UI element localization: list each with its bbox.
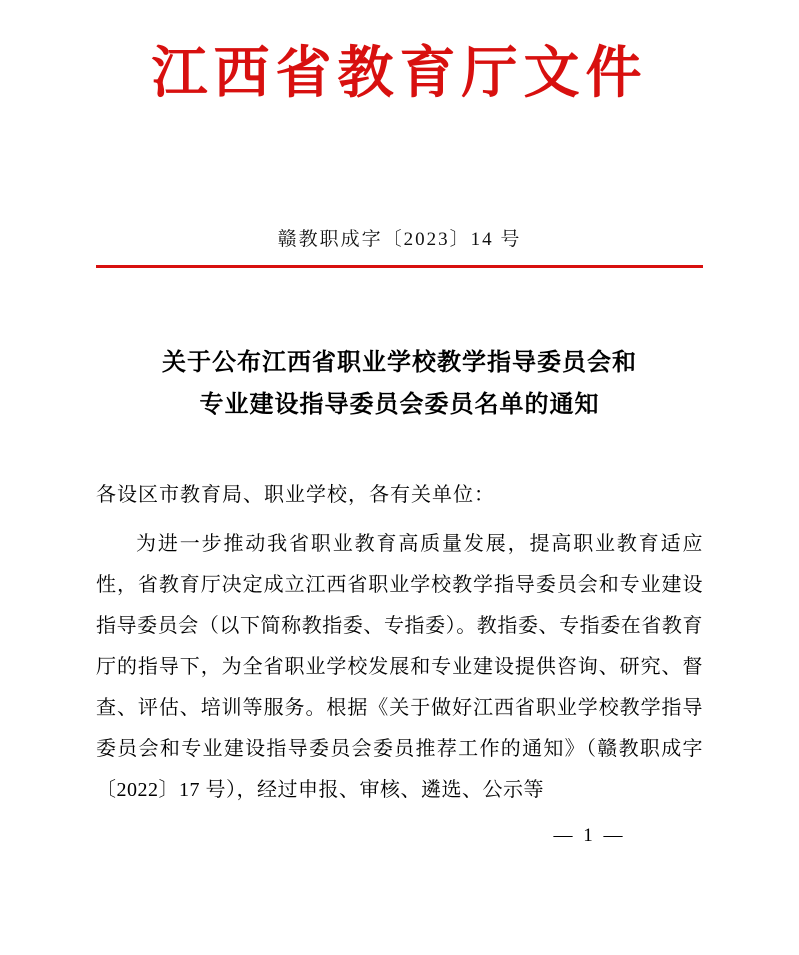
document-salutation: 各设区市教育局、职业学校，各有关单位： xyxy=(96,484,495,506)
document-page xyxy=(0,38,799,955)
red-divider-rule xyxy=(96,265,703,268)
document-header-title: 江西省教育厅文件 xyxy=(151,40,648,106)
document-body-paragraph: 为进一步推动我省职业教育高质量发展，提高职业教育适应性，省教育厅决定成立江西省职业学校教学指导委员会和专业建设指导委员会（以下简称教指委、专指委）。教指委、专指委在省教育厅的指导下，为全省职业学校发展和专业建设提供咨询、研究、督查、评估、培训等服务。根据《关于做好江西省职业学校教学指导委员会和专业建设指导委员会委员推荐工作的通知》（赣教职成字〔2022〕17 号），经过申报、审核、遴选、公示等 xyxy=(96,533,703,801)
document-subject xyxy=(96,342,703,426)
page-number-value: — 1 — xyxy=(553,825,626,846)
page-number xyxy=(0,825,799,847)
document-subject-line-2: 专业建设指导委员会委员名单的通知 xyxy=(199,392,600,418)
document-number: 赣教职成字〔2023〕14 号 xyxy=(277,229,522,250)
document-subject-line-1: 关于公布江西省职业学校教学指导委员会和 xyxy=(162,350,637,376)
document-body xyxy=(96,524,703,811)
